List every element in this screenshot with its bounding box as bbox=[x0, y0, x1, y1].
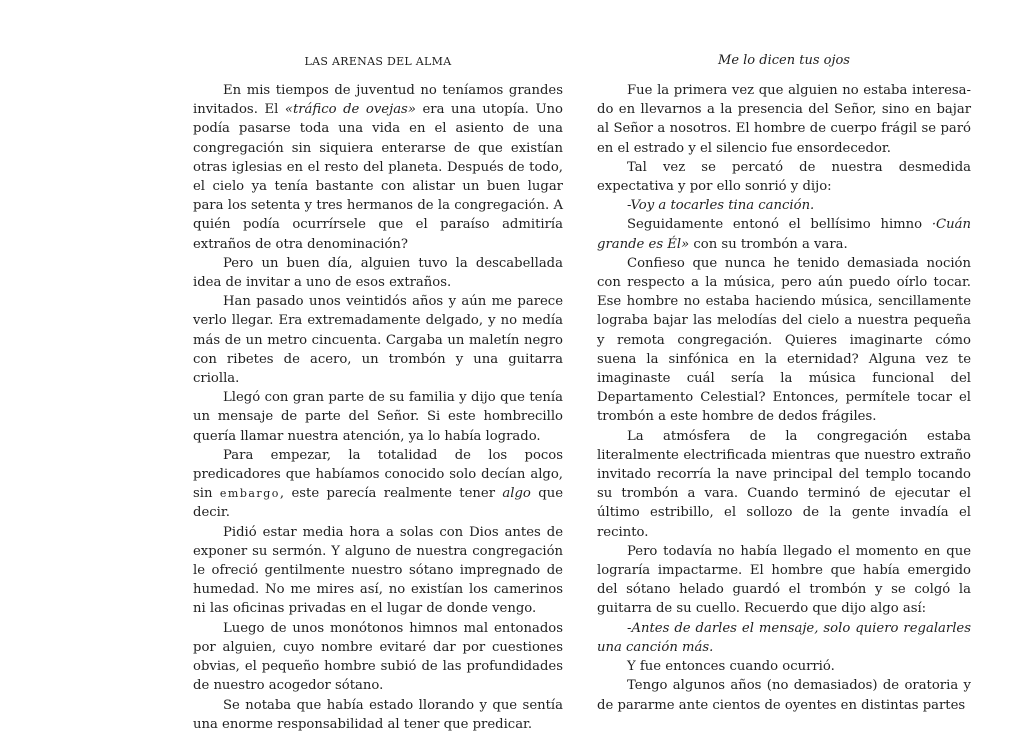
paragraph: Pero un buen día, alguien tuvo la descabellada idea de invitar a uno de esos extraños. bbox=[193, 255, 563, 291]
dialogue-line: -Voy a tocarles tina canción. bbox=[627, 198, 815, 214]
paragraph: En mis tiempos de juventud no teníamos grandes invitados. El «tráfico de ovejas» era una utopía. Uno podía pasarse toda una vida en el asiento de una congregación sin siquiera enterarse de que existían otras iglesias en el resto del planeta. Después de todo, el cielo ya tenía bastante con alistar un buen lugar para los setenta y tres hermanos de la congregación. A quién podía ocurrírsele que el paraíso admitiría extraños de otra denominación? bbox=[193, 83, 563, 252]
paragraph: Seguidamente entonó el bellísimo himno ·Cuán grande es Él» con su trombón a vara. bbox=[597, 217, 971, 252]
right-page bbox=[597, 0, 971, 728]
paragraph: Han pasado unos veintidós años y aún me parece verlo llegar. Era extremadamente delgado, y no medía más de un metro cincuenta. Cargaba un maletín negro con ribetes de acero, un trombón y una guitarra criolla. bbox=[193, 294, 563, 387]
right-body-text bbox=[597, 81, 971, 715]
paragraph: Tengo algunos años (no demasiados) de oratoria y de pararme ante cientos de oyentes en distintas partes bbox=[597, 678, 971, 713]
paragraph: Y fue entonces cuando ocurrió. bbox=[627, 659, 835, 675]
dialogue-line: -Antes de darles el mensaje, solo quiero regalarles una canción más. bbox=[597, 620, 971, 655]
paragraph: Llegó con gran parte de su familia y dijo que tenía un mensaje de parte del Señor. Si este hombrecillo quería llamar nuestra atención, ya lo había logrado. bbox=[193, 390, 563, 444]
paragraph: Luego de unos monótonos himnos mal entonados por alguien, cuyo nombre evitaré dar por cuestiones obvias, el pequeño hombre subió de las profundidades de nuestro acogedor sótano. bbox=[193, 620, 563, 694]
left-page bbox=[193, 0, 564, 732]
paragraph: La atmósfera de la congregación estaba literalmente electrificada mientras que nuestro extraño invitado recorría la nave principal del templo tocando su trombón a vara. Cuando terminó de ejecutar el último estribillo, el sollozo de la gente invadía el recinto. bbox=[597, 428, 971, 540]
paragraph: Se notaba que había estado llorando y que sentía una enorme responsabilidad al tener que predicar. bbox=[193, 697, 563, 732]
paragraph: Tal vez se percató de nuestra desmedida expectativa y por ello sonrió y dijo: bbox=[597, 159, 971, 195]
left-body-text bbox=[193, 81, 563, 734]
paragraph: Para empezar, la totalidad de los pocos predicadores que habíamos conocido solo decían algo, sin embargo, este parecía realmente tener algo que decir. bbox=[193, 447, 564, 521]
running-header-left: LAS ARENAS DEL ALMA bbox=[304, 55, 452, 68]
paragraph: Confieso que nunca he tenido demasiada noción con respecto a la música, pero aún puedo oírlo tocar. Ese hombre no estaba haciendo música, sencillamente lograba bajar las melodías del cielo a nuestra pequeña y remota congregación. Quieres imaginarte cómo suena la sinfónica en la eternidad? Alguna vez te imaginaste cuál sería la música funcional del Departamento Celestial? Entonces, permítele tocar el trombón a este hombre de dedos frágiles. bbox=[597, 255, 971, 425]
running-header-right: Me lo dicen tus ojos bbox=[718, 53, 850, 68]
paragraph: Pidió estar media hora a solas con Dios antes de exponer su sermón. Y alguno de nuestra congregación le ofreció gentilmente nuestro sótano impregnado de humedad. No me mires así, no existían los camerinos ni las oficinas privadas en el lugar de donde vengo. bbox=[193, 524, 563, 617]
paragraph: Fue la primera vez que alguien no estaba interesa-do en llevarnos a la presencia del Señor, sino en bajar al Señor a nosotros. El hombre de cuerpo frágil se paró en el estrado y el silencio fue ensordecedor. bbox=[597, 83, 971, 156]
paragraph: Pero todavía no había llegado el momento en que lograría impactarme. El hombre que había emergido del sótano helado guardó el trombón y se colgó la guitarra de su cuello. Recuerdo que dijo algo así: bbox=[597, 543, 971, 617]
